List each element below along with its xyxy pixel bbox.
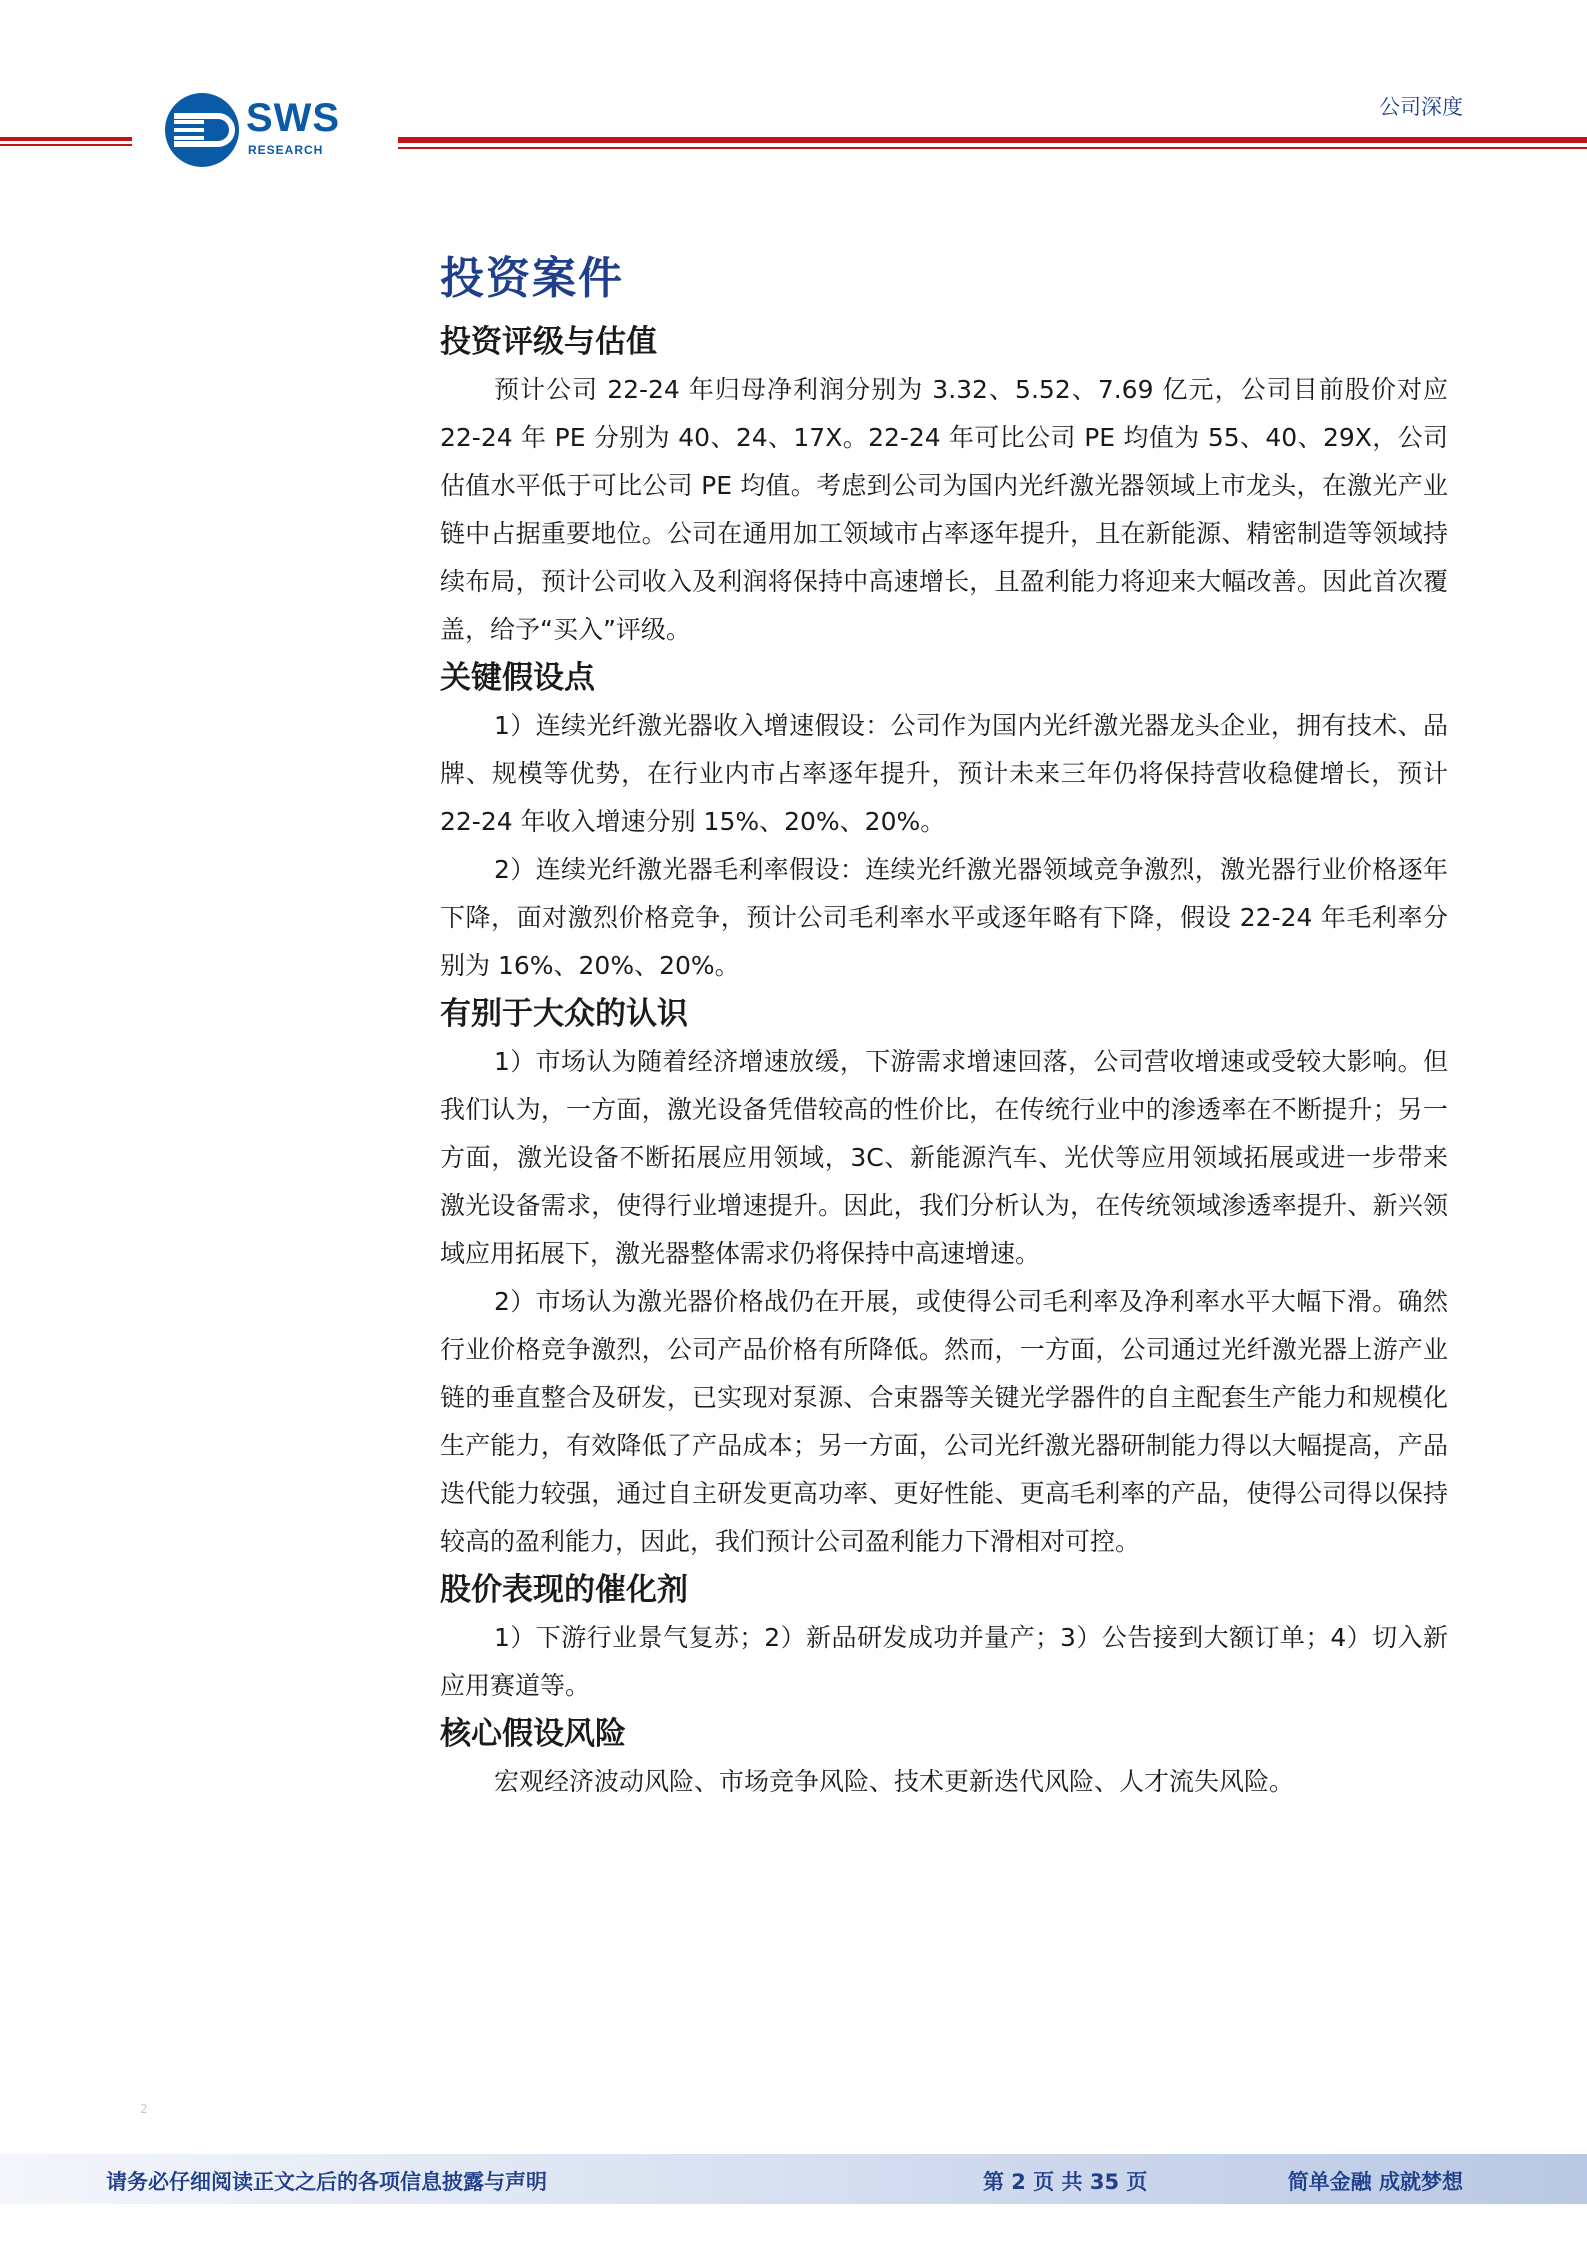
footer-slogan: 简单金融 成就梦想 <box>1287 2170 1463 2194</box>
paragraph: 宏观经济波动风险、市场竞争风险、技术更新迭代风险、人才流失风险。 <box>494 1767 1295 1796</box>
paragraph: 2）市场认为激光器价格战仍在开展，或使得公司毛利率及净利率水平大幅下滑。确然行业价格竞争激烈，公司产品价格有所降低。然而，一方面，公司通过光纤激光器上游产业链的垂直整合及研发，已实现对泵源、合束器等关键光学器件的自主配套生产能力和规模化生产能力，有效降低了产品成本；另一方面，公司光纤激光器研制能力得以大幅提高，产品迭代能力较强，通过自主研发更高功率、更好性能、更高毛利率的产品，使得公司得以保持较高的盈利能力，因此，我们预计公司盈利能力下滑相对可控。 <box>440 1287 1448 1556</box>
footer-bar <box>0 2154 1587 2204</box>
footer-page-info: 第 2 页 共 35 页 <box>983 2170 1148 2194</box>
logo-subtext: RESEARCH <box>248 143 324 157</box>
header-rule-left <box>0 137 132 146</box>
paragraph: 1）市场认为随着经济增速放缓，下游需求增速回落，公司营收增速或受较大影响。但我们认为，一方面，激光设备凭借较高的性价比，在传统行业中的渗透率在不断提升；另一方面，激光设备不断拓展应用领域，3C、新能源汽车、光伏等应用领域拓展或进一步带来激光设备需求，使得行业增速提升。因此，我们分析认为，在传统领域渗透率提升、新兴领域应用拓展下，激光器整体需求仍将保持中高速增速。 <box>440 1047 1448 1268</box>
paragraph: 2）连续光纤激光器毛利率假设：连续光纤激光器领域竞争激烈，激光器行业价格逐年下降，面对激烈价格竞争，预计公司毛利率水平或逐年略有下降，假设 22-24 年毛利率分别为 16%、20%、20%。 <box>440 855 1448 980</box>
section-heading-risks: 核心假设风险 <box>440 1716 626 1752</box>
report-type-label: 公司深度 <box>1379 95 1463 119</box>
section-heading-differentiated-view: 有别于大众的认识 <box>440 996 688 1032</box>
sws-logo <box>162 90 372 170</box>
document-body <box>440 242 1448 1806</box>
paragraph: 1）下游行业景气复苏；2）新品研发成功并量产；3）公告接到大额订单；4）切入新应用赛道等。 <box>440 1623 1448 1700</box>
section-heading-assumptions: 关键假设点 <box>440 660 595 696</box>
page-mark: 2 <box>140 2102 148 2116</box>
paragraph: 1）连续光纤激光器收入增速假设：公司作为国内光纤激光器龙头企业，拥有技术、品牌、规模等优势，在行业内市占率逐年提升，预计未来三年仍将保持营收稳健增长，预计 22-24 年收入增速分别 15%、20%、20%。 <box>440 711 1448 836</box>
sws-logo-icon <box>162 90 242 170</box>
paragraph: 预计公司 22-24 年归母净利润分别为 3.32、5.52、7.69 亿元，公司目前股价对应 22-24 年 PE 分别为 40、24、17X。22-24 年可比公司 PE 均值为 55、40、29X，公司估值水平低于可比公司 PE 均值。考虑到公司为国内光纤激光器领域上市龙头，在激光产业链中占据重要地位。公司在通用加工领域市占率逐年提升，且在新能源、精密制造等领域持续布局，预计公司收入及利润将保持中高速增长，且盈利能力将迎来大幅改善。因此首次覆盖，给予“买入”评级。 <box>440 375 1448 644</box>
section-heading-catalysts: 股价表现的催化剂 <box>440 1572 688 1608</box>
header-rule-right <box>398 137 1587 149</box>
page-title: 投资案件 <box>440 253 624 304</box>
logo-text: SWS <box>246 96 341 140</box>
footer-disclaimer: 请务必仔细阅读正文之后的各项信息披露与声明 <box>106 2170 547 2194</box>
section-heading-rating: 投资评级与估值 <box>440 324 657 360</box>
